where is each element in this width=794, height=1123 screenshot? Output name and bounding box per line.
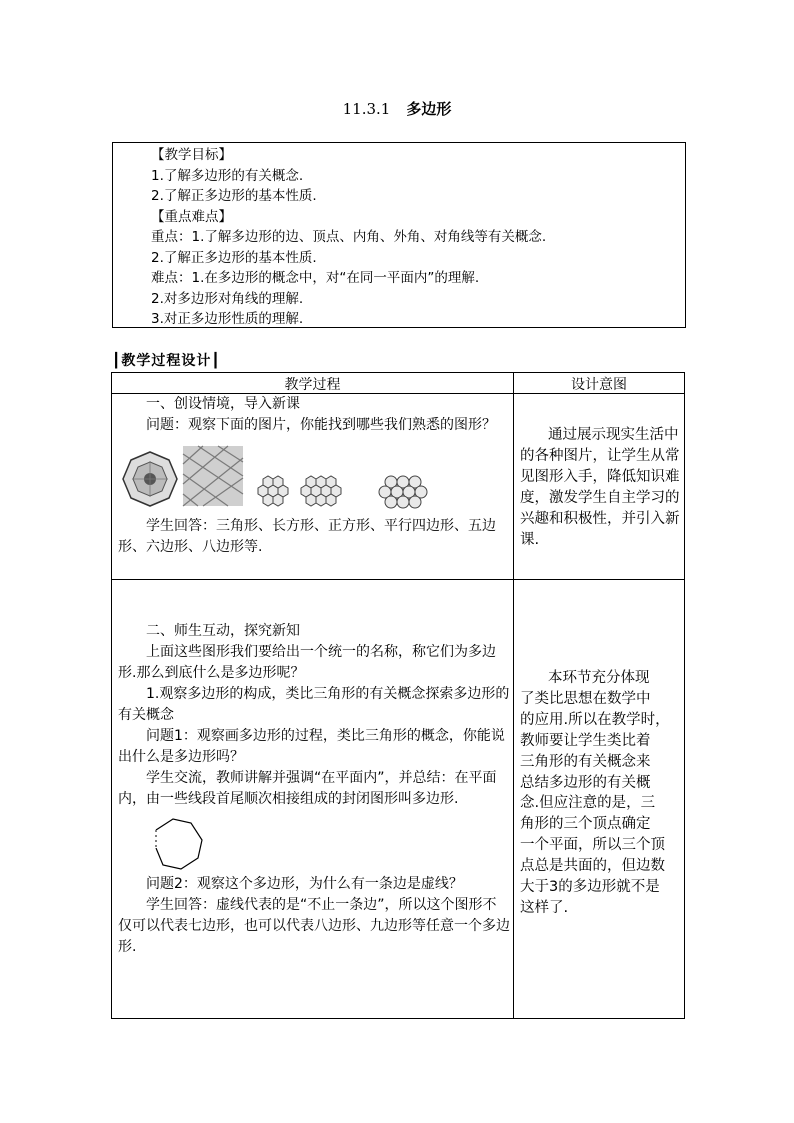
row1-intent [520,425,681,550]
key-point-line: 2.了解正多边形的基本性质. [151,249,317,266]
intent-column-header: 设计意图 [571,377,627,393]
student-answer: 学生回答：三角形、长方形、正方形、平行四边形、五边形、六边形、八边形等. [118,518,496,555]
intent-line: 点总是共面的，但边数 [520,858,665,875]
intent-line: 的应用.所以在教学时， [520,711,670,728]
intent-text: 通过展示现实生活中的各种图片，让学生从常见图形入手，降低知识难度，激发学生自主学习的兴趣和积极性，并引入新课. [520,427,680,548]
step-heading: 二、师生互动，探究新知 [146,623,300,639]
objective-item: 2.了解正多边形的基本性质. [151,188,317,204]
paragraph: 上面这些图形我们要给出一个统一的名称，称它们为多边形.那么到底什么是多边形呢？ [118,644,496,681]
intent-line: 三角形的有关概念来 [520,753,651,770]
circle-hexagon-pattern [379,476,427,508]
page-title [0,98,794,119]
difficulty-line: 2.对多边形对角线的理解. [151,290,304,307]
section-title: 多边形 [406,100,452,118]
intent-line: 这样了. [520,899,569,916]
column-divider [513,373,514,1018]
row-divider [112,579,684,580]
building-facade-picture [183,446,243,506]
intent-line: 总结多边形的有关概 [520,774,651,791]
section-number: 11.3.1 [342,100,391,118]
question-text: 问题：观察下面的图片，你能找到哪些我们熟悉的图形？ [146,417,496,433]
row2-intent [520,668,682,919]
row2-content [118,621,510,958]
objectives-box [112,142,686,328]
difficulty-line: 难点：1.在多边形的概念中，对“在同一平面内”的理解. [151,270,480,286]
photo-strip [118,444,510,512]
heptagon-figure [146,814,226,872]
shape-pictures [118,444,510,512]
key-point-line: 重点：1.了解多边形的边、顶点、内角、外角、对角线等有关概念. [151,229,547,245]
process-section-label: ┃教学过程设计┃ [112,353,221,369]
hexagon-pattern-2 [301,476,341,506]
paragraph: 1.观察多边形的构成，类比三角形的有关概念探索多边形的有关概念 [118,686,510,723]
student-answer: 学生回答：虚线代表的是“不止一条边”，所以这个图形不仅可以代表七边形，也可以代表八边形、九边形等任意一个多边形. [118,897,510,955]
intent-line: 本环节充分体现 [548,670,650,686]
row1-content [118,394,510,558]
difficulty-line: 3.对正多边形性质的理解. [151,311,304,327]
hexagon-pattern-1 [258,476,288,506]
step-heading: 一、创设情境，导入新课 [146,396,300,412]
intent-line: 念.但应注意的是，三 [520,795,656,812]
process-column-header: 教学过程 [284,377,341,393]
octagon-window-picture [123,452,177,506]
key-points-heading: 【重点难点】 [151,208,232,225]
paragraph: 学生交流，教师讲解并强调“在平面内”，并总结：在平面内，由一些线段首尾顺次相接组成的封闭图形叫多边形. [118,770,497,807]
intent-line: 教师要让学生类比着 [520,732,651,749]
question-text: 问题2：观察这个多边形，为什么有一条边是虚线？ [146,876,463,892]
process-table [111,372,685,1019]
intent-line: 角形的三个顶点确定 [520,816,651,833]
intent-line: 了类比思想在数学中 [520,690,651,707]
objectives-heading: 【教学目标】 [151,147,232,163]
question-text: 问题1：观察画多边形的过程，类比三角形的概念，你能说出什么是多边形吗？ [118,728,505,765]
intent-line: 大于3的多边形就不是 [520,879,660,896]
intent-line: 一个平面，所以三个顶 [520,837,665,854]
objective-item: 1.了解多边形的有关概念. [151,167,304,184]
